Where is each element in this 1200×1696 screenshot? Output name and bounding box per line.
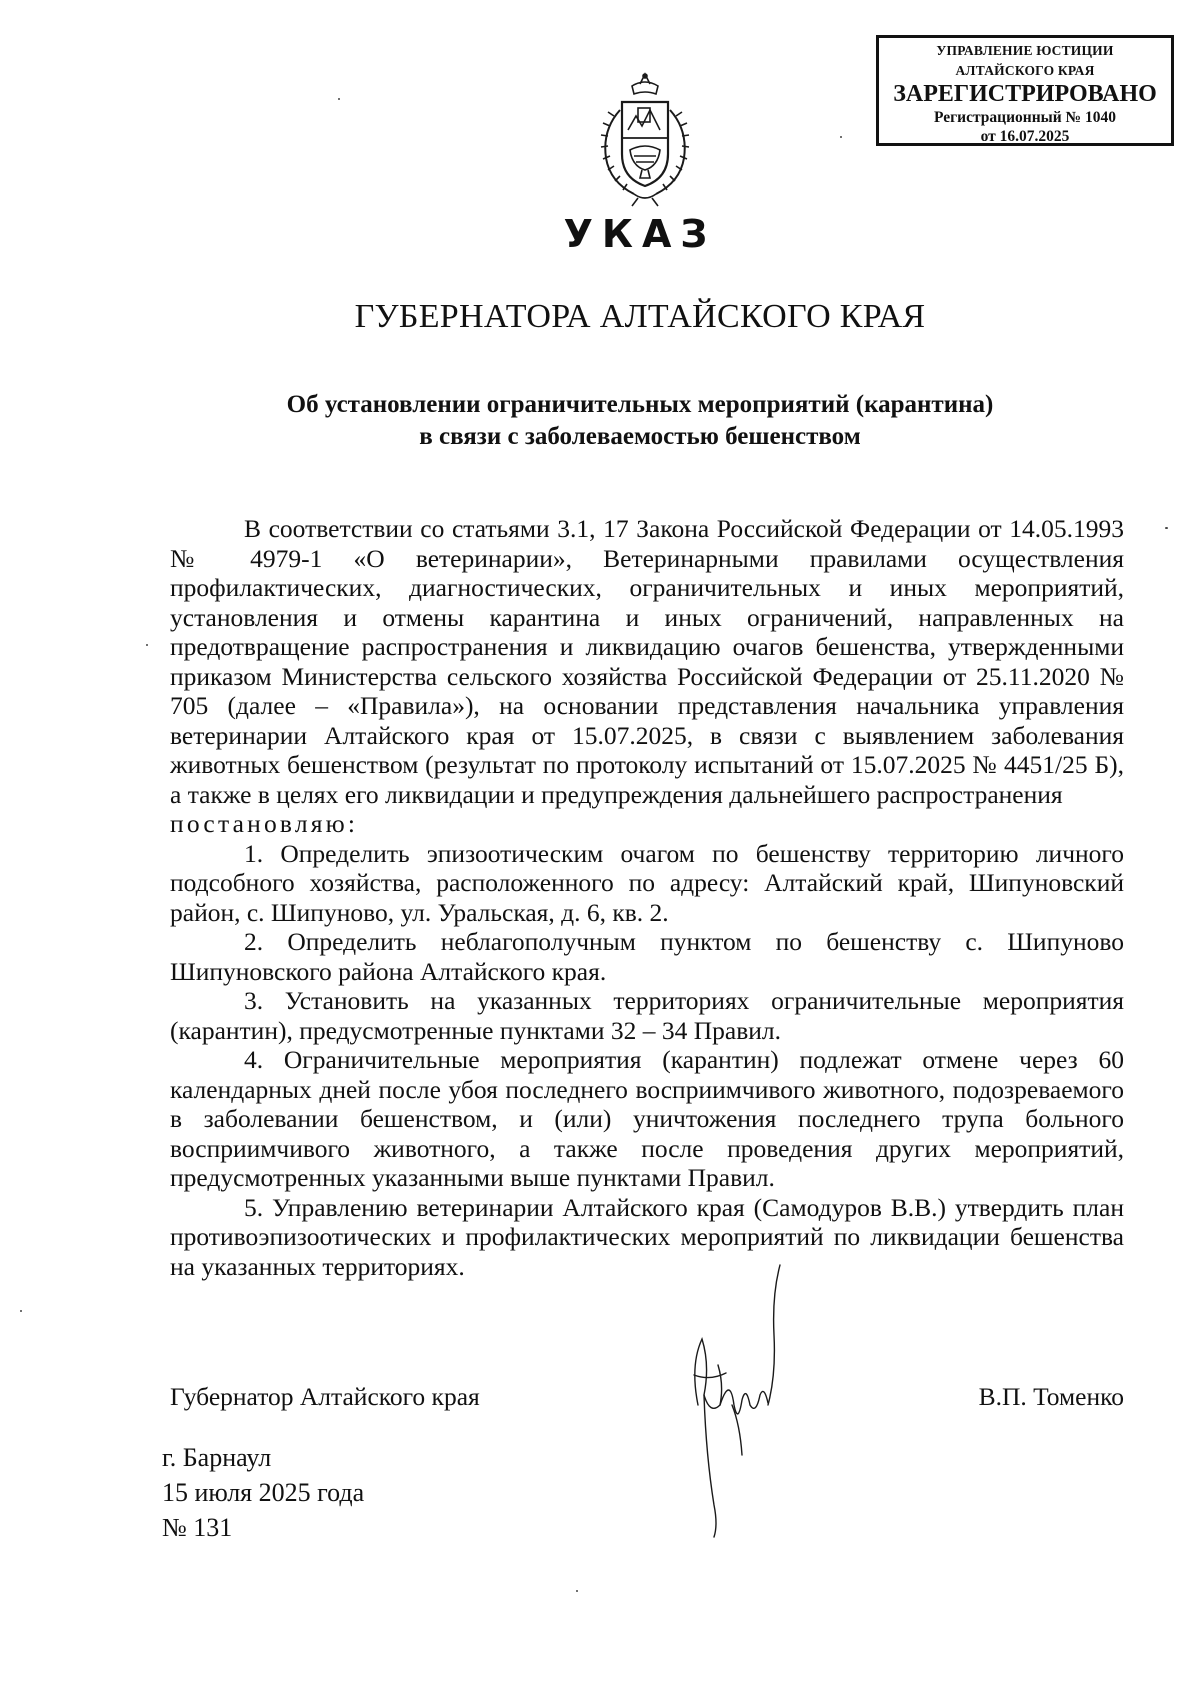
document-body xyxy=(170,514,1124,1281)
scan-speck xyxy=(1165,527,1168,529)
document-title xyxy=(170,389,1110,453)
title-line-1: Об установлении ограничительных мероприятий (карантина) xyxy=(286,391,994,418)
signature-block xyxy=(170,1382,1124,1416)
stamp-authority-line1: УПРАВЛЕНИЕ ЮСТИЦИИ xyxy=(936,43,1114,58)
scan-speck xyxy=(20,1310,22,1312)
stamp-reg-date: от 16.07.2025 xyxy=(980,128,1070,145)
issuer-heading: ГУБЕРНАТОРА АЛТАЙСКОГО КРАЯ xyxy=(354,298,926,335)
item-paragraph-2: 2. Определить неблагополучным пунктом по бешенству с. Шипуново Шипуновского района Алтайского края. xyxy=(170,927,1124,986)
item-paragraph-4: 4. Ограничительные мероприятия (карантин) подлежат отмене через 60 календарных дней после убоя последнего восприимчивого животного, подозреваемого в заболевании бешенством, и (или) уничтожения последнего трупа больного восприимчивого животного, а также после проведения других мероприятий, предусмотренных указанными выше пунктами Правил. xyxy=(170,1045,1124,1192)
registration-stamp xyxy=(876,35,1174,146)
issue-details xyxy=(162,1440,562,1545)
preamble-paragraph: В соответствии со статьями 3.1, 17 Закона Российской Федерации от 14.05.1993 № 4979-1 «О ветеринарии», Ветеринарными правилами осуществления профилактических, диагностических, ограничительных и иных мероприятий, установления и отмены карантина и иных ограничений, направленных на предотвращение распространения и ликвидацию очагов бешенства, утвержденными приказом Министерства сельского хозяйства Российской Федерации от 25.11.2020 № 705 (далее – «Правила»), на основании представления начальника управления ветеринарии Алтайского края от 15.07.2025, в связи с выявлением заболевания животных бешенством (результат по протоколу испытаний от 15.07.2025 № 4451/25 Б), а также в целях его ликвидации и предупреждения дальнейшего распространения xyxy=(170,514,1124,809)
scan-speck xyxy=(146,644,148,646)
signer-position: Губернатор Алтайского края xyxy=(170,1382,480,1411)
item-paragraph-3: 3. Установить на указанных территориях ограничительные мероприятия (карантин), предусмотренные пунктами 32 – 34 Правил. xyxy=(170,986,1124,1045)
scan-speck xyxy=(338,98,340,100)
item-paragraph-1: 1. Определить эпизоотическим очагом по бешенству территорию личного подсобного хозяйства, расположенного по адресу: Алтайский край, Шипуновский район, с. Шипуново, ул. Уральская, д. 6, кв. 2. xyxy=(170,838,1124,927)
resolve-word: постановляю: xyxy=(170,809,359,838)
document-type-heading: УКАЗ xyxy=(563,212,717,256)
issue-city: г. Барнаул xyxy=(162,1443,272,1472)
title-line-2: в связи с заболеваемостью бешенством xyxy=(419,423,861,450)
issue-date: 15 июля 2025 года xyxy=(162,1478,365,1507)
scan-speck xyxy=(840,136,842,138)
stamp-status: ЗАРЕГИСТРИРОВАНО xyxy=(893,81,1157,107)
scan-speck xyxy=(576,1590,578,1592)
stamp-reg-number: Регистрационный № 1040 xyxy=(934,109,1116,126)
issue-number: № 131 xyxy=(162,1513,233,1542)
stamp-authority-line2: АЛТАЙСКОГО КРАЯ xyxy=(955,63,1095,78)
coat-of-arms-icon xyxy=(580,70,710,208)
signer-name: В.П. Томенко xyxy=(978,1382,1124,1411)
item-paragraph-5: 5. Управлению ветеринарии Алтайского края (Самодуров В.В.) утвердить план противоэпизоотических и профилактических мероприятий по ликвидации бешенства на указанных территориях. xyxy=(170,1192,1124,1281)
